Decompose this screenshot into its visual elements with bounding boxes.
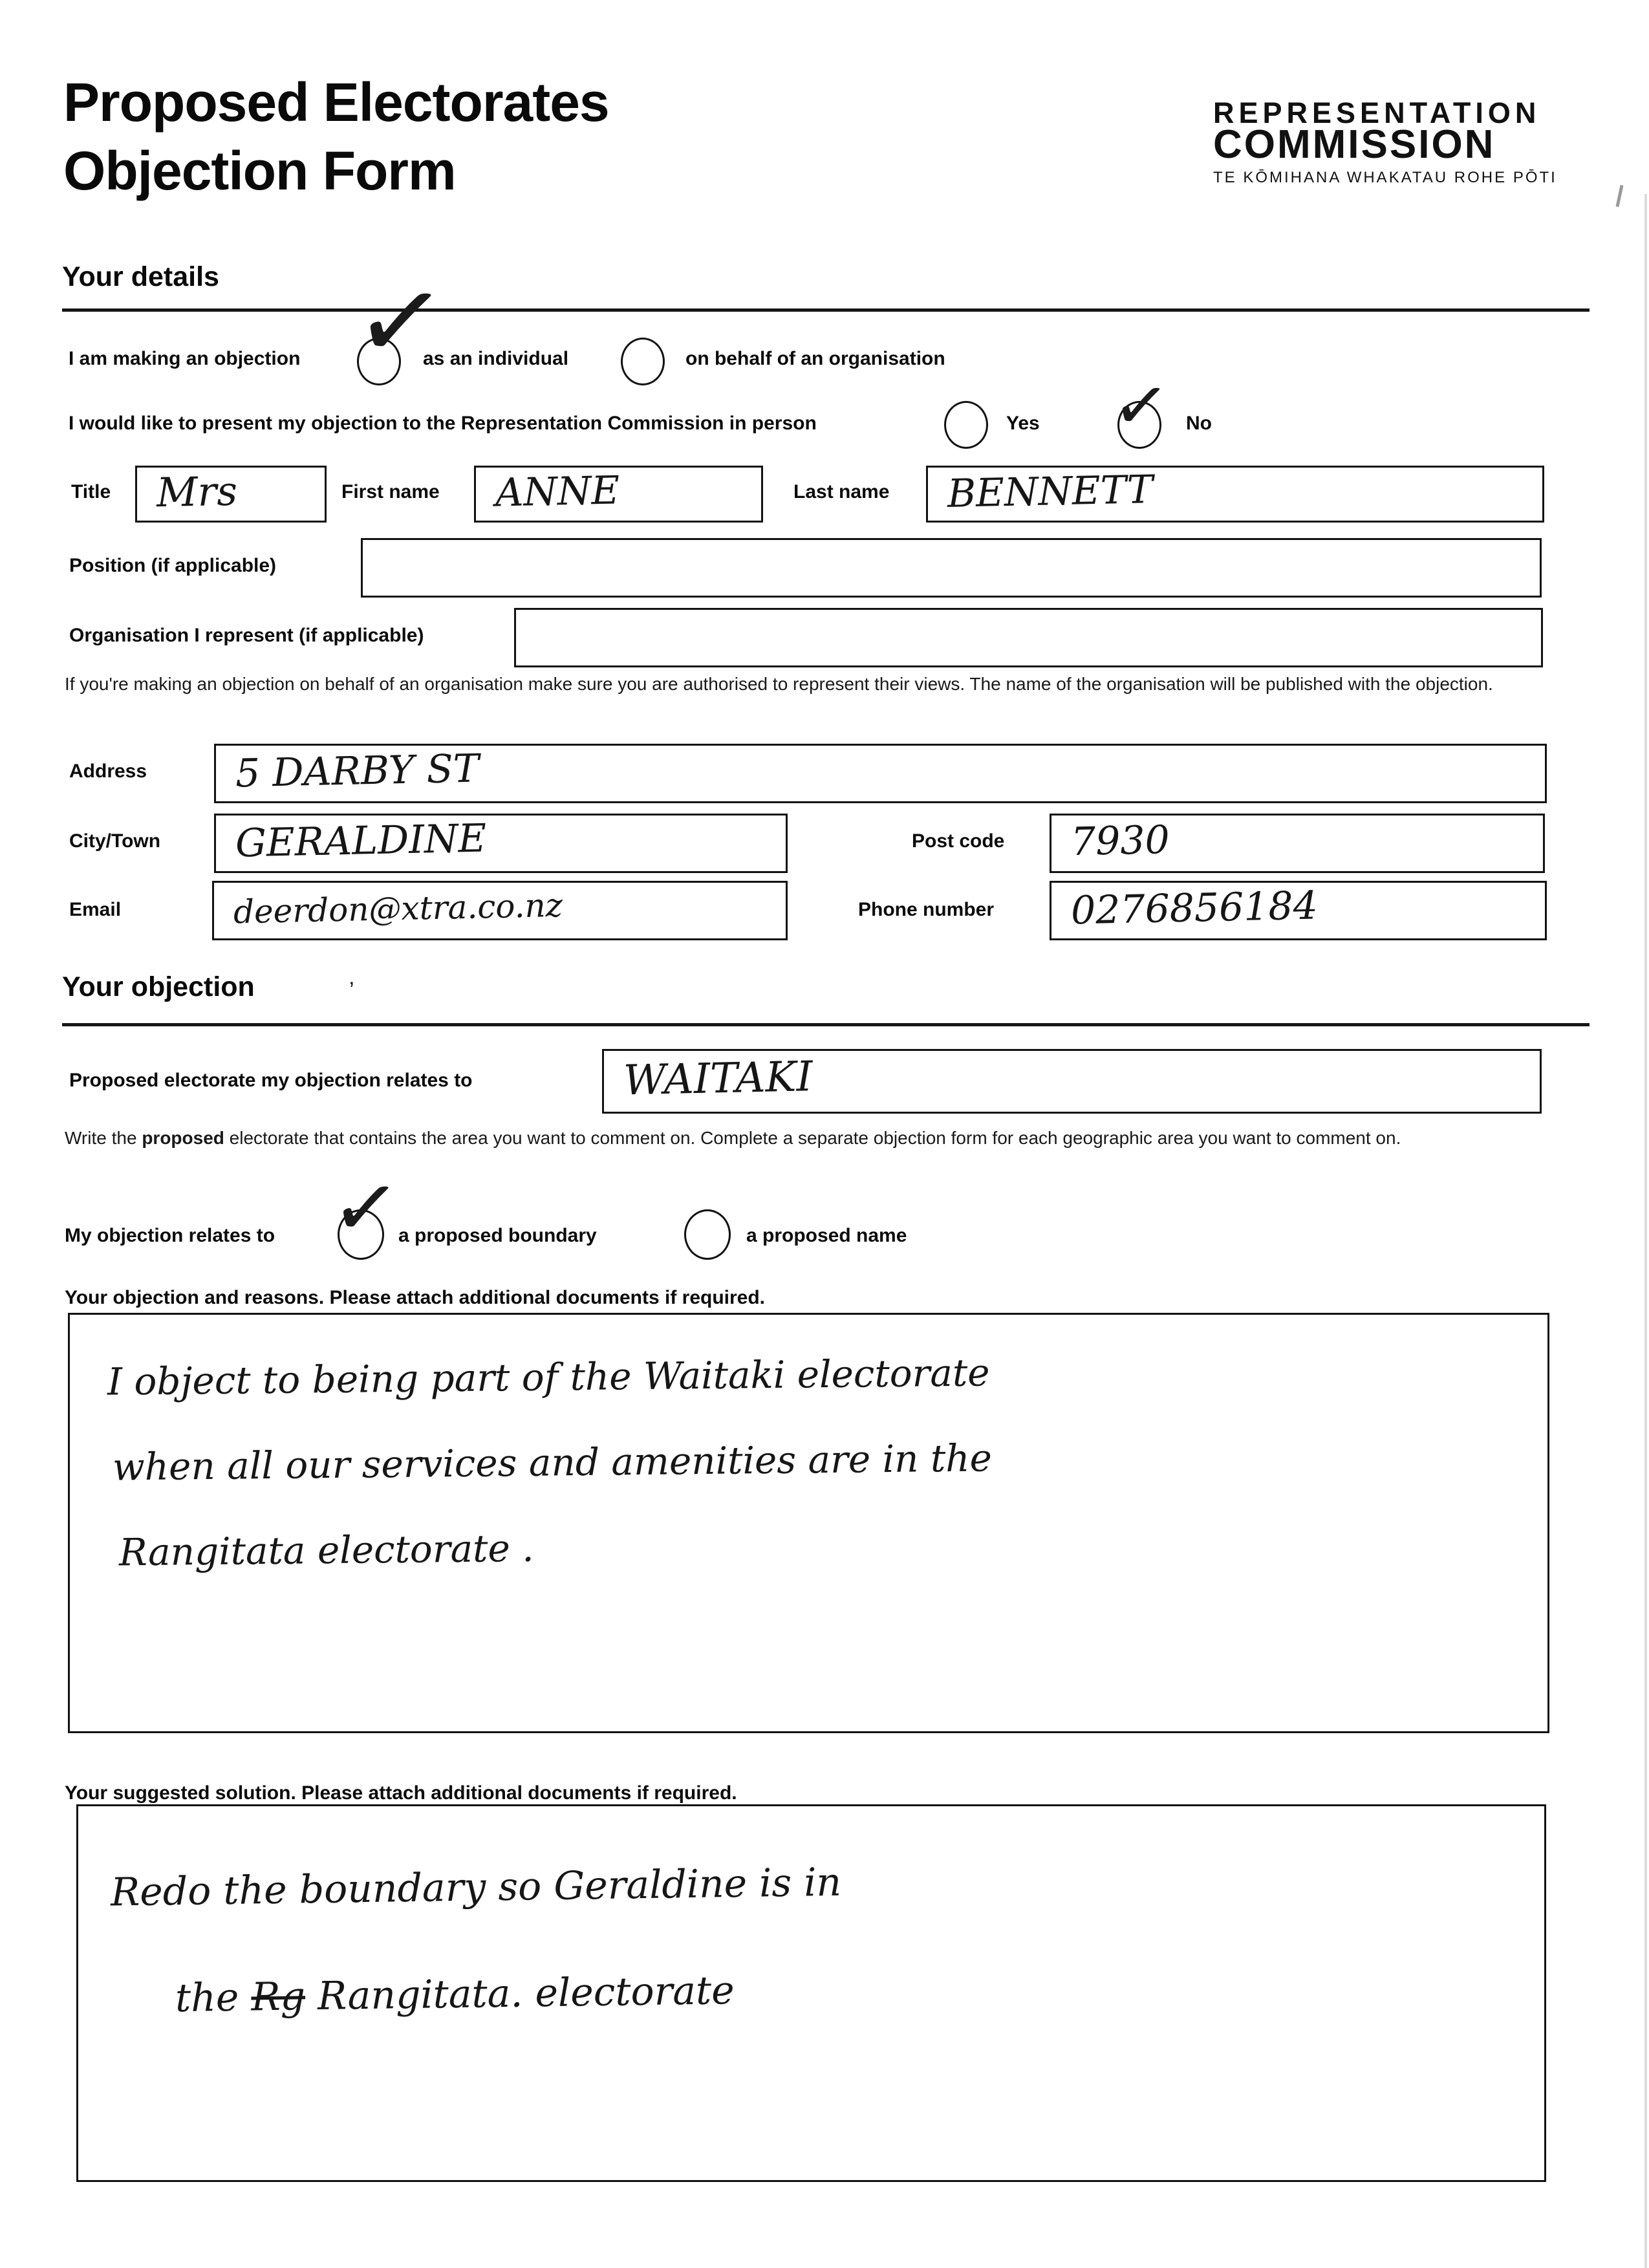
first-name-value: ANNE — [495, 468, 620, 516]
address-label: Address — [69, 761, 147, 782]
on-behalf-label: on behalf of an organisation — [685, 348, 945, 369]
present-yes-label: Yes — [1006, 413, 1040, 434]
city-label: City/Town — [69, 830, 161, 852]
scan-edge-line — [1644, 194, 1647, 2268]
solution-line2-post: Rangitata. electorate — [305, 1968, 735, 2020]
title-label: Title — [71, 481, 111, 502]
making-objection-label: I am making an objection — [69, 348, 301, 369]
proposed-name-label: a proposed name — [746, 1225, 907, 1246]
representation-commission-logo — [1213, 96, 1557, 186]
relates-to-label: My objection relates to — [65, 1225, 275, 1246]
details-divider — [62, 308, 1590, 312]
radio-proposed-name[interactable] — [684, 1209, 731, 1260]
solution-field[interactable] — [76, 1804, 1546, 2182]
form-title-line1: Proposed Electorates — [63, 72, 609, 133]
last-name-value: BENNETT — [947, 467, 1154, 517]
solution-line — [110, 1927, 1545, 2053]
as-individual-label: as an individual — [423, 348, 569, 369]
electorate-field[interactable] — [602, 1049, 1542, 1114]
postcode-value: 7930 — [1070, 817, 1170, 865]
form-title-line2: Objection Form — [63, 140, 456, 201]
reasons-field[interactable] — [68, 1313, 1549, 1733]
phone-label: Phone number — [858, 899, 995, 920]
organisation-note: If you're making an objection on behalf of an organisation make sure you are authorised to represent their views. The name of the organisation will be published with the objection. — [65, 674, 1493, 694]
first-name-field[interactable] — [474, 466, 763, 523]
first-name-label: First name — [341, 481, 440, 502]
stray-mark: ’ — [349, 978, 354, 1002]
objection-divider — [62, 1023, 1590, 1026]
last-name-label: Last name — [793, 481, 890, 502]
phone-value: 0276856184 — [1070, 883, 1319, 934]
checkmark-no: ✓ — [1108, 363, 1174, 448]
electorate-note-bold: proposed — [142, 1128, 224, 1148]
radio-present-no[interactable] — [1108, 363, 1174, 449]
position-field[interactable] — [361, 538, 1542, 598]
city-field[interactable] — [214, 814, 788, 873]
scan-mark — [1616, 185, 1624, 207]
reasons-line: I object to being part of the Waitaki electorate — [107, 1350, 990, 1404]
solution-label: Your suggested solution. Please attach additional documents if required. — [65, 1782, 737, 1804]
position-label: Position (if applicable) — [69, 555, 277, 576]
city-value: GERALDINE — [235, 815, 487, 867]
organisation-field[interactable] — [514, 608, 1543, 667]
logo-line3: TE KŌMIHANA WHAKATAU ROHE PŌTI — [1213, 169, 1557, 186]
checkmark-individual: ✓ — [347, 253, 454, 390]
reasons-label: Your objection and reasons. Please attach additional documents if required. — [65, 1287, 766, 1308]
proposed-boundary-label: a proposed boundary — [398, 1225, 597, 1246]
postcode-field[interactable] — [1050, 814, 1545, 873]
title-field[interactable] — [135, 466, 327, 523]
organisation-label: Organisation I represent (if applicable) — [69, 625, 424, 646]
electorate-note-pre: Write the — [65, 1128, 142, 1148]
solution-line: Redo the boundary so Geraldine is in — [110, 1859, 842, 1916]
radio-on-behalf-organisation[interactable] — [621, 338, 665, 385]
present-no-label: No — [1186, 413, 1212, 434]
logo-line1: REPRESENTATION — [1213, 96, 1541, 129]
email-value: deerdon@xtra.co.nz — [233, 886, 563, 931]
solution-line2-pre: the — [175, 1974, 252, 2022]
email-label: Email — [69, 899, 122, 920]
your-objection-heading: Your objection — [62, 971, 255, 1002]
title-value: Mrs — [156, 467, 238, 517]
electorate-value: WAITAKI — [623, 1053, 814, 1105]
address-field[interactable] — [214, 744, 1547, 803]
electorate-label: Proposed electorate my objection relates to — [69, 1070, 473, 1091]
address-value: 5 DARBY ST — [235, 746, 480, 797]
radio-proposed-boundary[interactable] — [327, 1156, 405, 1260]
reasons-line: when all our services and amenities are in the — [112, 1436, 993, 1489]
postcode-label: Post code — [912, 830, 1005, 852]
electorate-note — [65, 1127, 1552, 1150]
last-name-field[interactable] — [926, 466, 1544, 523]
logo-line2: COMMISSION — [1213, 122, 1496, 167]
reasons-line: Rangitata electorate . — [118, 1526, 534, 1575]
radio-as-individual[interactable] — [347, 253, 454, 390]
your-details-heading: Your details — [62, 261, 219, 292]
electorate-note-post: electorate that contains the area you want to comment on. Complete a separate objection form for each geographic area you want to comment on. — [224, 1128, 1401, 1148]
radio-present-yes[interactable] — [944, 401, 988, 449]
present-in-person-label: I would like to present my objection to the Representation Commission in person — [69, 413, 817, 434]
phone-field[interactable] — [1050, 881, 1547, 940]
checkmark-boundary: ✓ — [327, 1156, 405, 1259]
email-field[interactable] — [212, 881, 788, 940]
solution-line2-struck: Rg — [250, 1974, 306, 2020]
